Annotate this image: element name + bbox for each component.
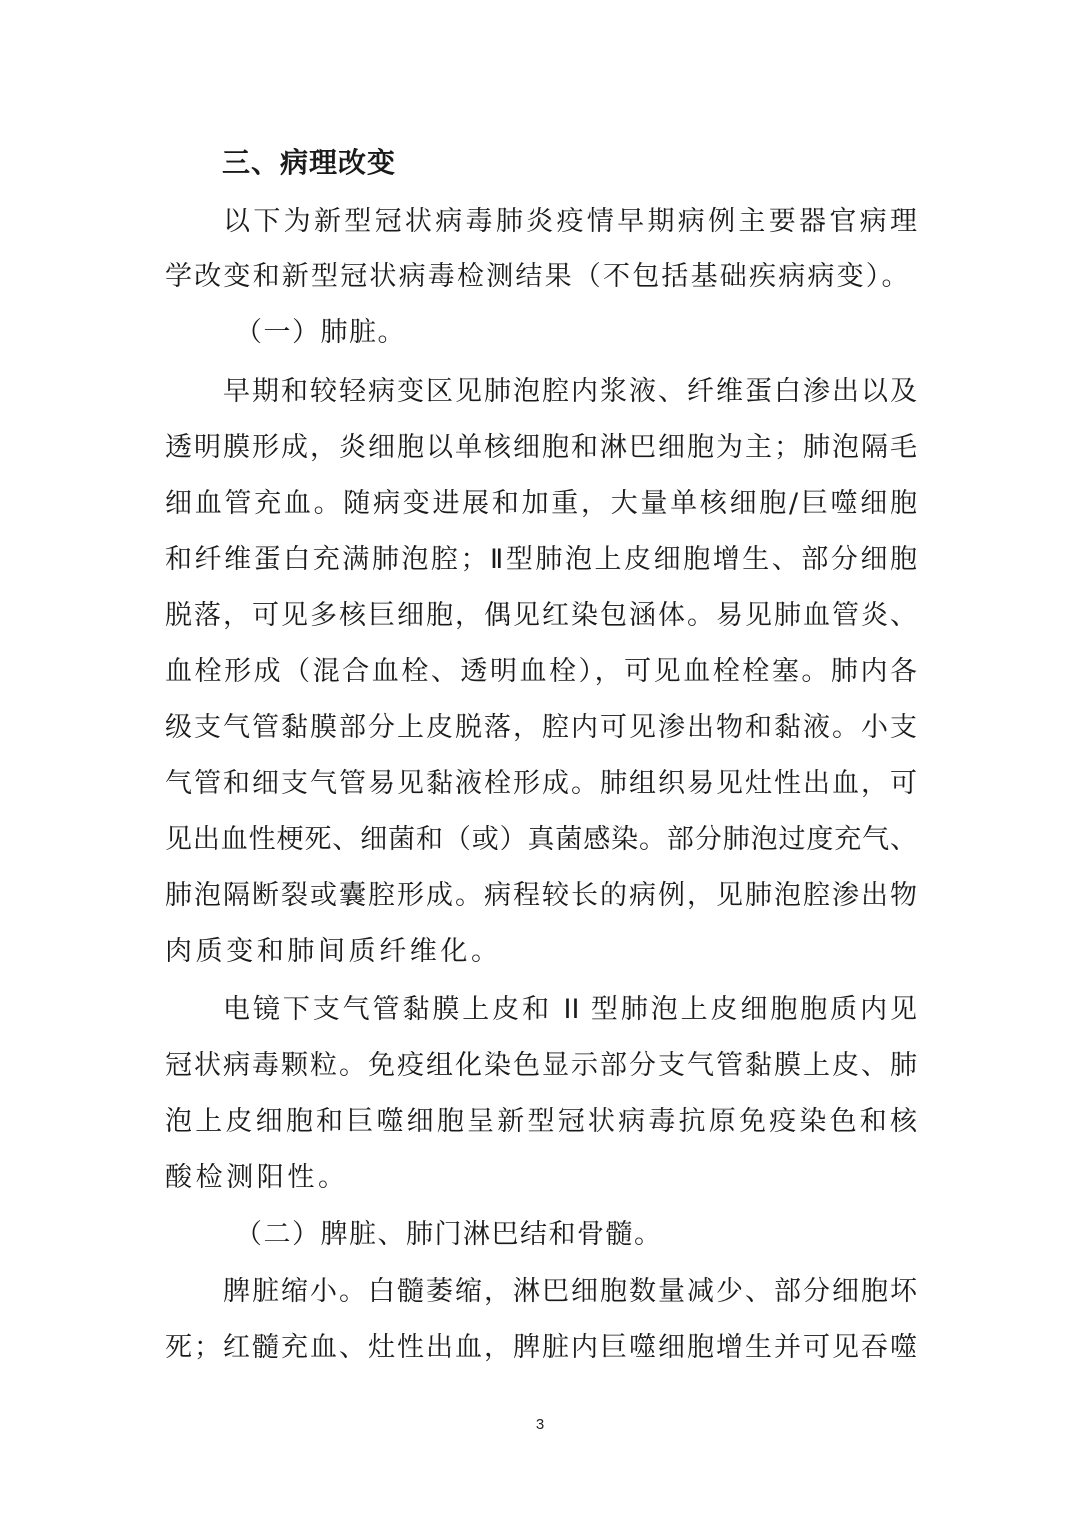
paragraph-line: 酸检测阳性。 [165,1162,349,1193]
paragraph-line: 早期和较轻病变区见肺泡腔内浆液、纤维蛋白渗出以及 [223,376,917,407]
section-heading: 三、病理改变 [222,146,397,179]
paragraph-line: 泡上皮细胞和巨噬细胞呈新型冠状病毒抗原免疫染色和核 [165,1106,917,1137]
subsection-title-lungs: （一）肺脏。 [235,317,406,348]
paragraph-line: 见出血性梗死、细菌和（或）真菌感染。部分肺泡过度充气、 [165,824,917,855]
paragraph-line: 气管和细支气管易见黏液栓形成。肺组织易见灶性出血，可 [165,768,917,799]
intro-line: 学改变和新型冠状病毒检测结果（不包括基础疾病病变）。 [165,261,911,292]
paragraph-line: 和纤维蛋白充满肺泡腔；Ⅱ型肺泡上皮细胞增生、部分细胞 [165,544,917,575]
paragraph-line: 细血管充血。随病变进展和加重，大量单核细胞/巨噬细胞 [165,488,917,519]
paragraph-line: 脾脏缩小。白髓萎缩，淋巴细胞数量减少、部分细胞坏 [223,1276,917,1307]
paragraph-line: 冠状病毒颗粒。免疫组化染色显示部分支气管黏膜上皮、肺 [165,1050,917,1081]
paragraph-line: 死；红髓充血、灶性出血，脾脏内巨噬细胞增生并可见吞噬 [165,1332,917,1363]
page-number: 3 [535,1416,545,1433]
paragraph-line: 肉质变和肺间质纤维化。 [165,936,502,967]
paragraph-line: 电镜下支气管黏膜上皮和 II 型肺泡上皮细胞胞质内见 [223,994,917,1025]
paragraph-line: 级支气管黏膜部分上皮脱落，腔内可见渗出物和黏液。小支 [165,712,917,743]
subsection-title-spleen: （二）脾脏、肺门淋巴结和骨髓。 [235,1219,663,1250]
paragraph-line: 透明膜形成，炎细胞以单核细胞和淋巴细胞为主；肺泡隔毛 [165,432,917,463]
paragraph-line: 脱落，可见多核巨细胞，偶见红染包涵体。易见肺血管炎、 [165,600,917,631]
paragraph-line: 肺泡隔断裂或囊腔形成。病程较长的病例，见肺泡腔渗出物 [165,880,917,911]
paragraph-line: 血栓形成（混合血栓、透明血栓），可见血栓栓塞。肺内各 [165,656,917,687]
intro-line: 以下为新型冠状病毒肺炎疫情早期病例主要器官病理 [223,206,917,237]
